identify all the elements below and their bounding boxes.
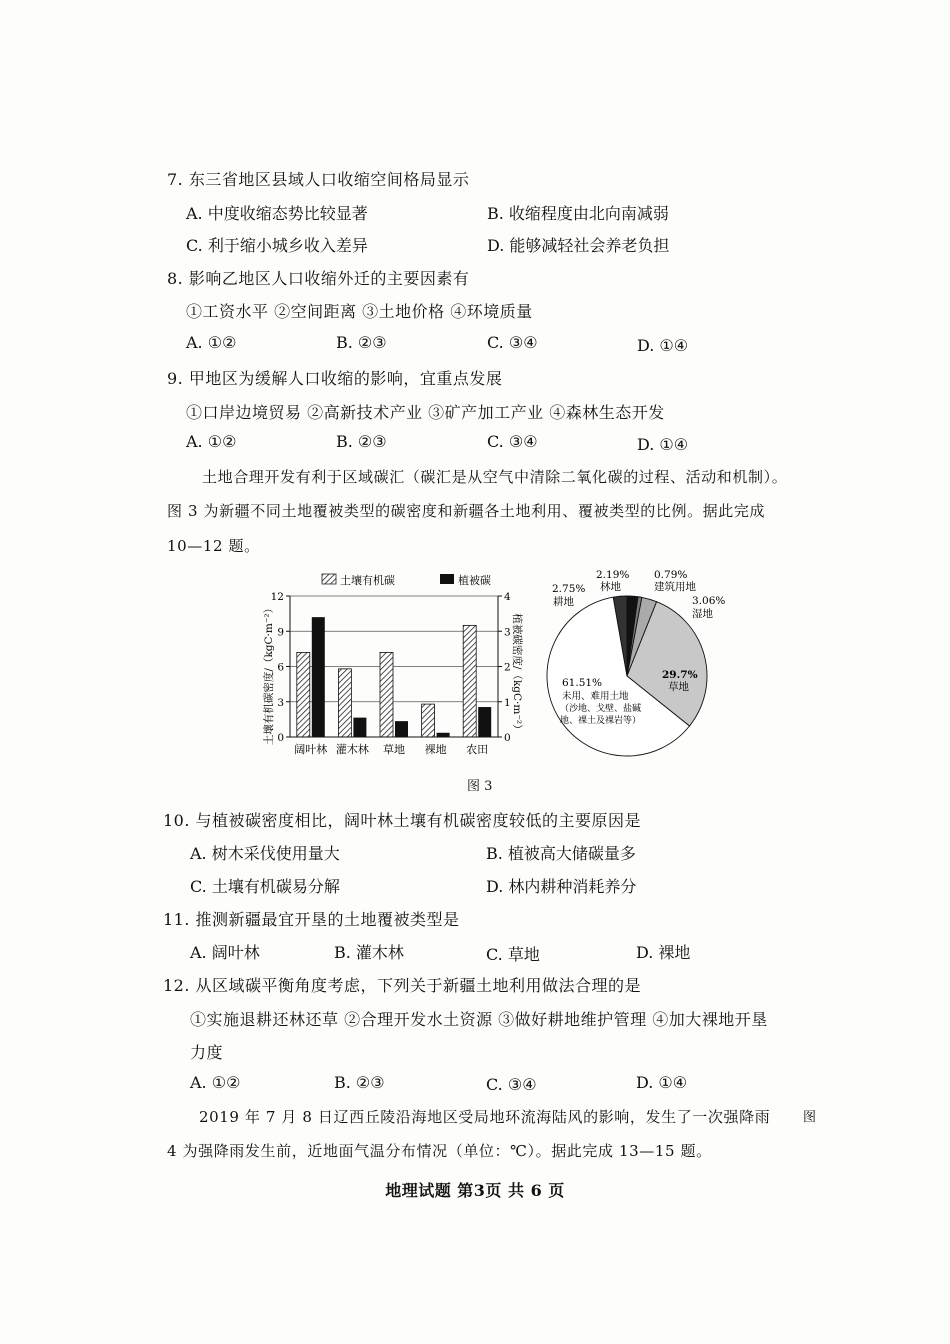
pie-label-unused-note1: （沙地、戈壁、盐碱 bbox=[560, 704, 642, 714]
q8-option-b: B. ②③ bbox=[336, 333, 387, 352]
q11-option-d: D. 裸地 bbox=[636, 943, 691, 962]
q8-option-c: C. ③④ bbox=[487, 333, 538, 352]
intro2-line1-tail: 图 bbox=[803, 1110, 817, 1125]
q7-stem: 7. 东三省地区县域人口收缩空间格局显示 bbox=[167, 170, 470, 189]
x-tick-label: 农田 bbox=[466, 743, 489, 756]
intro2-line2: 4 为强降雨发生前，近地面气温分布情况（单位：℃）。据此完成 13—15 题。 bbox=[167, 1142, 712, 1160]
q12-option-b: B. ②③ bbox=[334, 1073, 385, 1092]
y-right-title: 植被碳密度/（kgC·m⁻²） bbox=[511, 613, 523, 735]
q8-stem: 8. 影响乙地区人口收缩外迁的主要因素有 bbox=[167, 269, 470, 288]
q10-option-a: A. 树木采伐使用量大 bbox=[190, 844, 340, 863]
q9-option-d: D. ①④ bbox=[637, 435, 689, 454]
y-right-tick-label: 0 bbox=[504, 732, 511, 744]
legend-veg-swatch bbox=[440, 574, 454, 584]
bar-vegetation-carbon bbox=[353, 718, 366, 737]
y-left-tick-label: 9 bbox=[277, 626, 284, 639]
pie-label-farm-pct: 2.75% bbox=[552, 583, 586, 595]
pie-label-unused: 未用、难用土地 bbox=[562, 691, 629, 702]
q9-items: ①口岸边境贸易 ②高新技术产业 ③矿产加工产业 ④森林生态开发 bbox=[186, 403, 665, 422]
y-right-tick-label: 1 bbox=[504, 696, 511, 709]
legend-veg-label: 植被碳 bbox=[458, 574, 491, 587]
q12-stem: 12. 从区域碳平衡角度考虑，下列关于新疆土地利用做法合理的是 bbox=[163, 976, 642, 995]
intro1-line1: 土地合理开发有利于区域碳汇（碳汇是从空气中清除二氧化碳的过程、活动和机制）。 bbox=[202, 468, 788, 486]
q9-stem: 9. 甲地区为缓解人口收缩的影响，宜重点发展 bbox=[167, 369, 503, 388]
pie-label-wetland: 湿地 bbox=[692, 608, 713, 620]
x-tick-label: 裸地 bbox=[424, 743, 447, 756]
pie-label-build: 建筑用地 bbox=[654, 581, 696, 593]
intro2-line1: 2019 年 7 月 8 日辽西丘陵沿海地区受局地环流海陆风的影响，发生了一次强降雨 bbox=[199, 1108, 771, 1126]
bar-vegetation-carbon bbox=[478, 707, 491, 737]
q8-items: ①工资水平 ②空间距离 ③土地价格 ④环境质量 bbox=[186, 302, 533, 321]
legend-soil-label: 土壤有机碳 bbox=[340, 574, 395, 587]
pie-label-forest: 林地 bbox=[600, 581, 621, 593]
y-right-tick-label: 3 bbox=[504, 626, 511, 639]
pie-label-unused-pct: 61.51% bbox=[562, 677, 603, 689]
bar-soil-carbon bbox=[297, 652, 310, 737]
bar-vegetation-carbon bbox=[437, 733, 450, 737]
figure-3 bbox=[250, 562, 770, 772]
pie-label-wetland-pct: 3.06% bbox=[692, 595, 726, 607]
q10-option-b: B. 植被高大储碳量多 bbox=[486, 844, 636, 863]
q11-stem: 11. 推测新疆最宜开垦的土地覆被类型是 bbox=[163, 910, 460, 929]
q10-option-c: C. 土壤有机碳易分解 bbox=[190, 877, 340, 896]
intro1-line3: 10—12 题。 bbox=[167, 537, 260, 555]
bar-soil-carbon bbox=[380, 652, 393, 737]
x-tick-label: 草地 bbox=[383, 743, 405, 756]
bar-plot bbox=[271, 591, 511, 756]
pie-label-build-pct: 0.79% bbox=[654, 569, 688, 581]
figure-caption: 图 3 bbox=[467, 779, 493, 794]
q8-option-d: D. ①④ bbox=[637, 336, 689, 355]
y-left-title: 土壤有机碳密度/（kgC·m⁻²） bbox=[263, 602, 275, 746]
q10-stem: 10. 与植被碳密度相比，阔叶林土壤有机碳密度较低的主要原因是 bbox=[163, 811, 642, 830]
pie-label-grass: 草地 bbox=[668, 681, 689, 693]
q7-option-c: C. 利于缩小城乡收入差异 bbox=[186, 236, 368, 255]
q12-items-line2: 力度 bbox=[190, 1043, 224, 1062]
q11-option-c: C. 草地 bbox=[486, 945, 540, 964]
q8-option-a: A. ①② bbox=[186, 333, 237, 352]
bar-soil-carbon bbox=[422, 704, 435, 737]
q10-option-d: D. 林内耕种消耗养分 bbox=[486, 877, 637, 896]
q12-option-c: C. ③④ bbox=[486, 1075, 537, 1094]
bar-soil-carbon bbox=[338, 669, 351, 737]
pie-label-grass-pct: 29.7% bbox=[662, 669, 698, 681]
y-left-tick-label: 12 bbox=[270, 591, 284, 603]
q9-option-c: C. ③④ bbox=[487, 432, 538, 451]
page-footer: 地理试题 第3页 共 6 页 bbox=[385, 1181, 565, 1200]
bar-vegetation-carbon bbox=[395, 721, 408, 737]
pie-label-farm: 耕地 bbox=[553, 596, 574, 608]
q12-option-d: D. ①④ bbox=[636, 1073, 688, 1092]
bar-soil-carbon bbox=[463, 625, 476, 737]
x-tick-label: 阔叶林 bbox=[294, 743, 328, 756]
y-right-tick-label: 4 bbox=[504, 591, 511, 603]
bar-vegetation-carbon bbox=[312, 617, 325, 737]
q7-option-b: B. 收缩程度由北向南减弱 bbox=[487, 204, 669, 223]
q7-option-d: D. 能够减轻社会养老负担 bbox=[487, 236, 670, 255]
figure-3-svg bbox=[250, 562, 770, 772]
q12-items-line1: ①实施退耕还林还草 ②合理开发水土资源 ③做好耕地维护管理 ④加大裸地开垦 bbox=[190, 1010, 768, 1029]
y-left-tick-label: 0 bbox=[277, 732, 284, 744]
y-left-tick-label: 6 bbox=[277, 661, 284, 674]
q9-option-a: A. ①② bbox=[186, 432, 237, 451]
x-tick-label: 灌木林 bbox=[335, 743, 369, 756]
pie-label-unused-note2: 地、裸土及裸岩等） bbox=[560, 716, 642, 726]
q9-option-b: B. ②③ bbox=[336, 432, 387, 451]
pie-label-forest-pct: 2.19% bbox=[596, 569, 630, 581]
q11-option-b: B. 灌木林 bbox=[334, 943, 404, 962]
q12-option-a: A. ①② bbox=[190, 1073, 241, 1092]
q7-option-a: A. 中度收缩态势比较显著 bbox=[186, 204, 368, 223]
y-right-tick-label: 2 bbox=[504, 661, 511, 674]
y-left-tick-label: 3 bbox=[277, 696, 284, 709]
legend-soil-swatch bbox=[322, 574, 336, 584]
q11-option-a: A. 阔叶林 bbox=[190, 943, 260, 962]
intro1-line2: 图 3 为新疆不同土地覆被类型的碳密度和新疆各土地利用、覆被类型的比例。据此完成 bbox=[167, 502, 766, 520]
